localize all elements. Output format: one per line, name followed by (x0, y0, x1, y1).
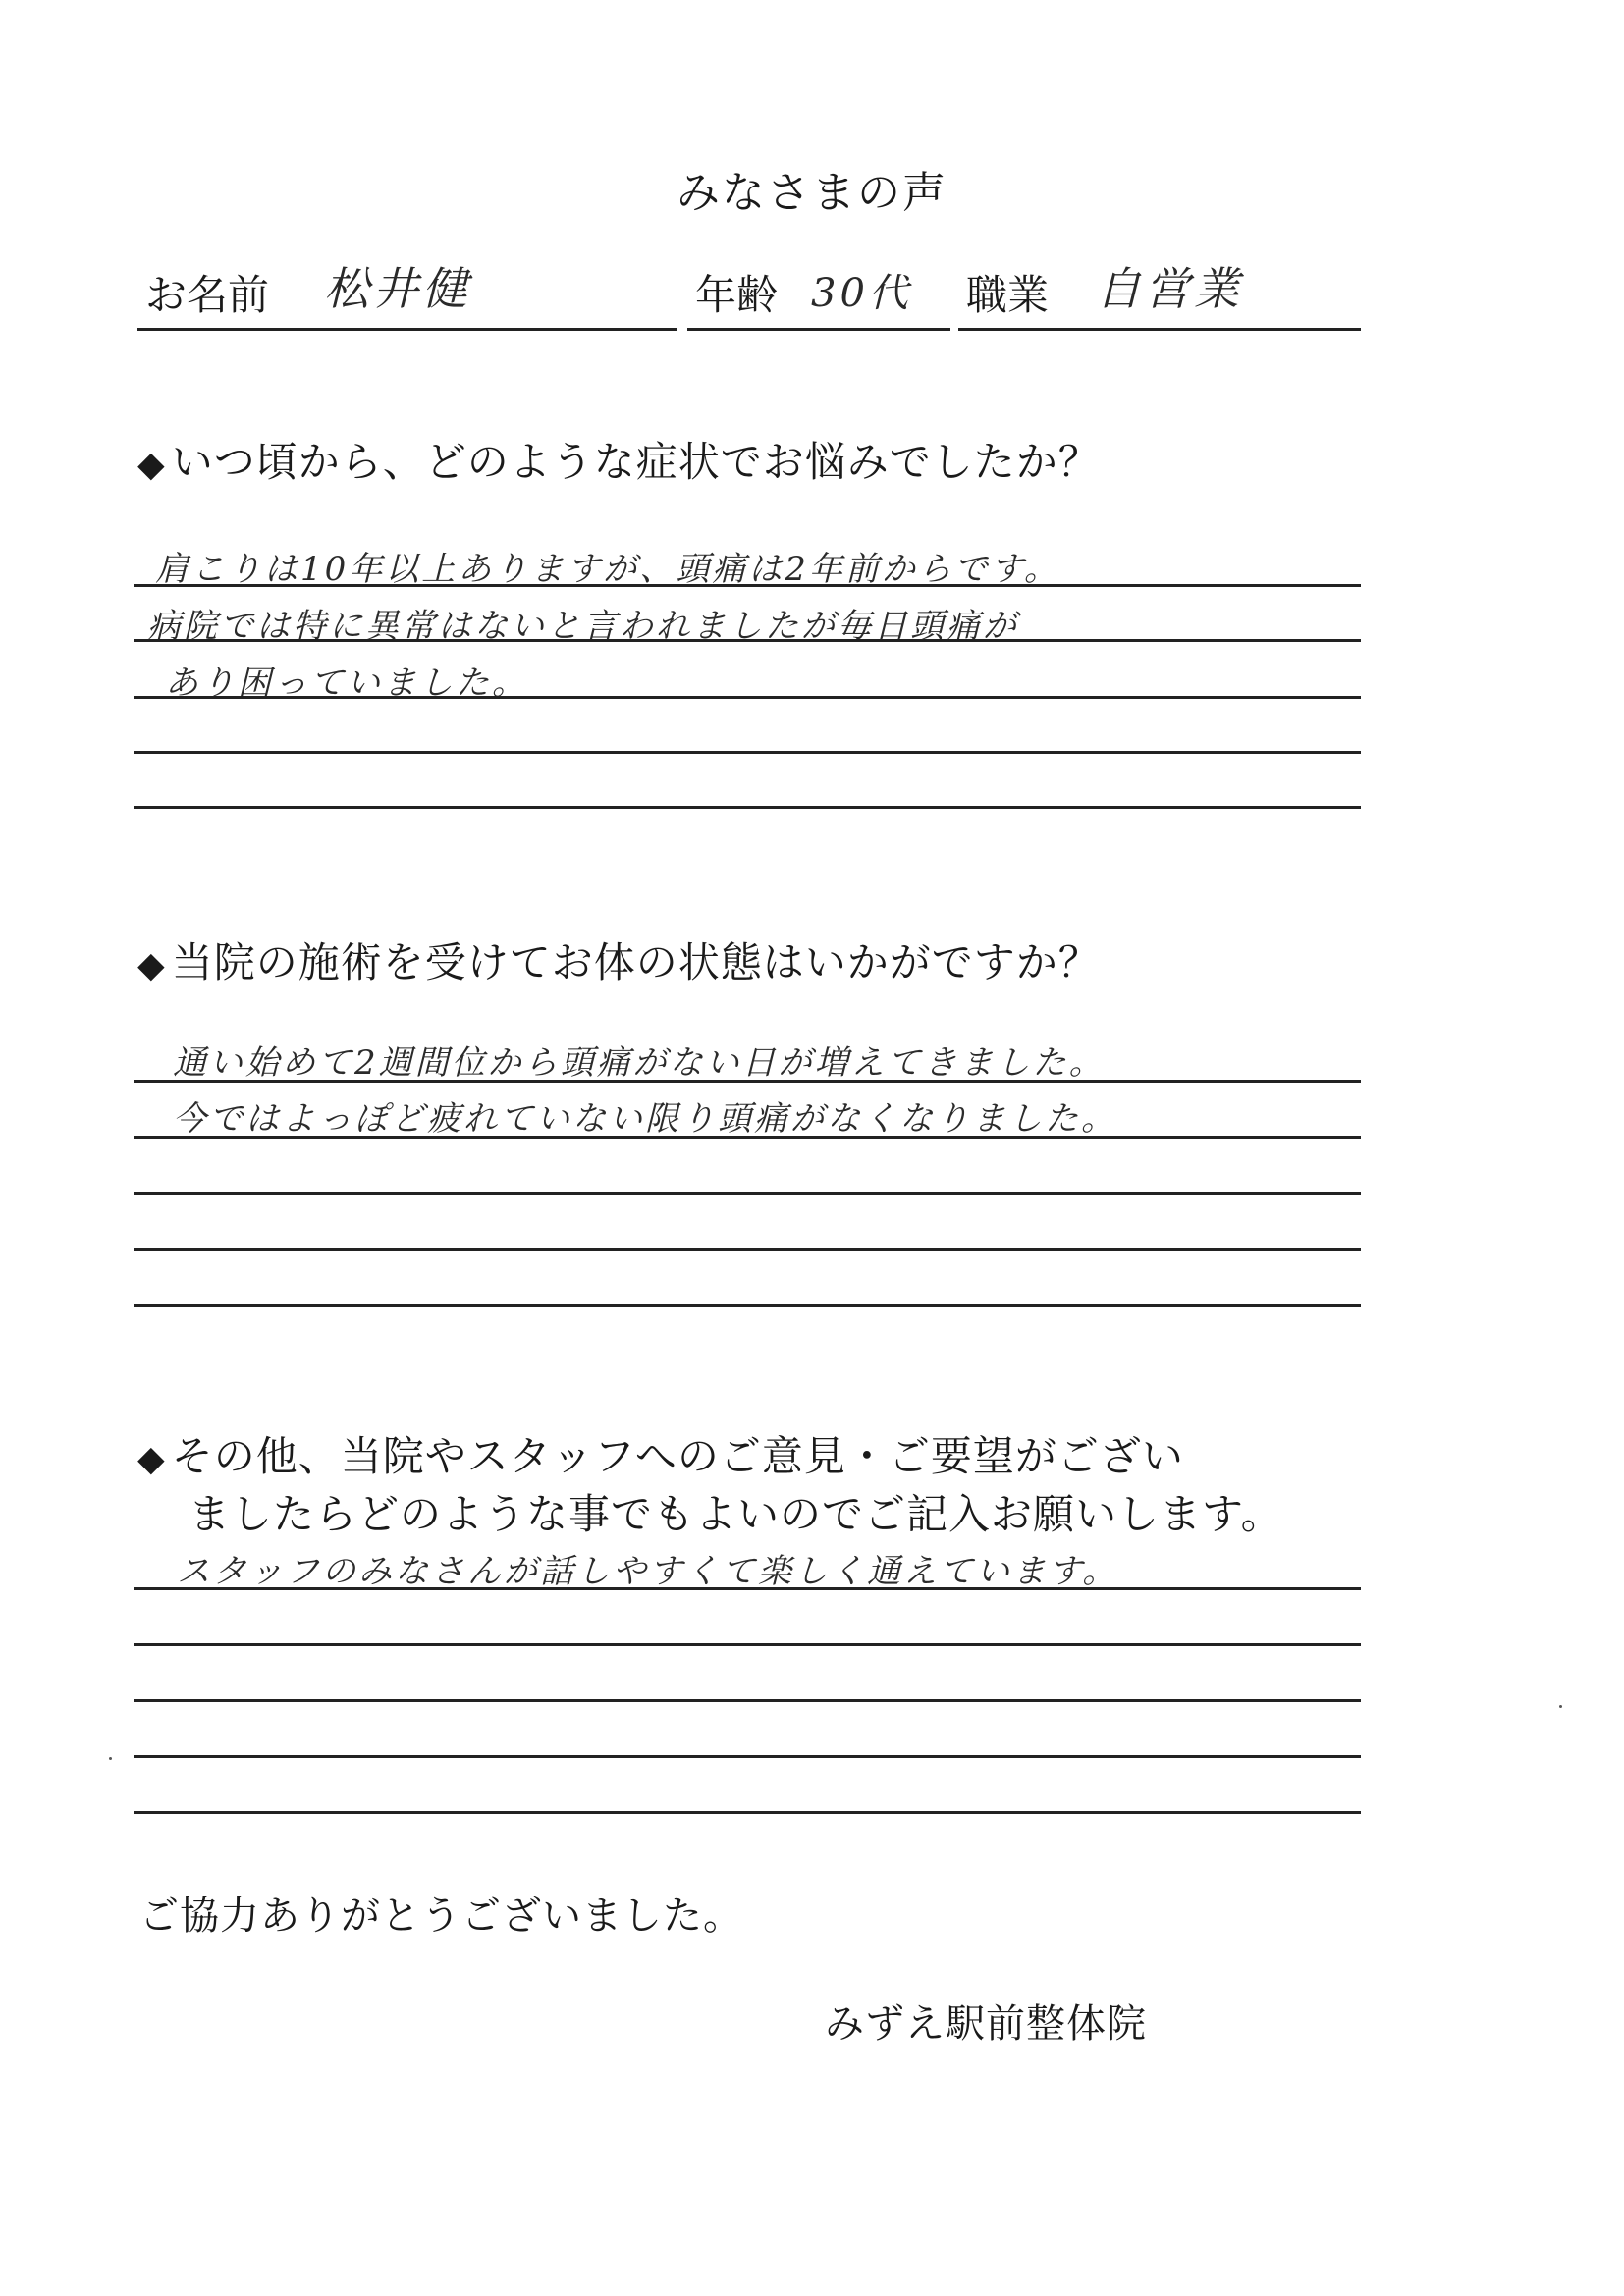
diamond-bullet-icon: ◆ (137, 1439, 166, 1479)
question-1 (137, 432, 1101, 496)
answer-rule (134, 696, 1361, 699)
answer-rule (134, 1304, 1361, 1307)
scan-speck (1559, 1705, 1562, 1708)
answer-3-line-1: スタッフのみなさんが話しやすくて楽しく通えています。 (177, 1552, 1119, 1591)
name-field (137, 262, 677, 331)
answer-rule (134, 639, 1361, 642)
answer-rule (134, 1811, 1361, 1814)
question-3-continuation (189, 1484, 1283, 1545)
question-3 (137, 1426, 1184, 1490)
answer-rule (134, 584, 1361, 587)
answer-2-line-2: 今ではよっぽど疲れていない限り頭痛がなくなりました。 (173, 1099, 1117, 1139)
age-label: 年齢 (695, 271, 779, 319)
question-2-text: 当院の施術を受けてお体の状態はいかがですか？ (171, 938, 1101, 987)
age-field (687, 265, 950, 331)
question-3-text-line-1: その他、当院やスタッフへのご意見・ご要望がござい (171, 1432, 1184, 1480)
name-label: お名前 (145, 271, 270, 319)
answer-1-line-2: 病院では特に異常はないと言われましたが毎日頭痛が (147, 607, 1019, 646)
answer-1-line-1: 肩こりは10年以上ありますが、頭痛は2年前からです。 (155, 550, 1060, 589)
scan-speck (109, 1757, 112, 1760)
form-title: みなさまの声 (677, 168, 947, 218)
job-label: 職業 (966, 271, 1050, 319)
answer-rule (134, 1248, 1361, 1251)
answer-rule (134, 1755, 1361, 1758)
job-value: 自営業 (1096, 262, 1243, 315)
thank-you-message: ご協力ありがとうございました。 (139, 1894, 743, 1939)
answer-rule (134, 1587, 1361, 1590)
question-2 (137, 933, 1101, 996)
answer-rule (134, 1136, 1361, 1139)
diamond-bullet-icon: ◆ (137, 945, 166, 986)
answer-rule (134, 1192, 1361, 1195)
answer-rule (134, 1643, 1361, 1646)
answer-rule (134, 1699, 1361, 1702)
question-3-text-line-2: ましたらどのような事でもよいのでご記入お願いします。 (189, 1490, 1283, 1538)
name-value: 松井健 (324, 262, 471, 315)
answer-rule (134, 751, 1361, 754)
clinic-name: みずえ駅前整体院 (825, 2002, 1147, 2047)
answer-2-line-1: 通い始めて2週間位から頭痛がない日が増えてきました。 (173, 1043, 1106, 1083)
answer-1-line-3: あり困っていました。 (165, 664, 528, 703)
job-field (958, 262, 1361, 331)
question-1-text: いつ頃から、どのような症状でお悩みでしたか？ (171, 438, 1101, 486)
answer-rule (134, 806, 1361, 809)
diamond-bullet-icon: ◆ (137, 445, 166, 485)
answer-rule (134, 1080, 1361, 1083)
age-value: 30代 (811, 271, 912, 316)
